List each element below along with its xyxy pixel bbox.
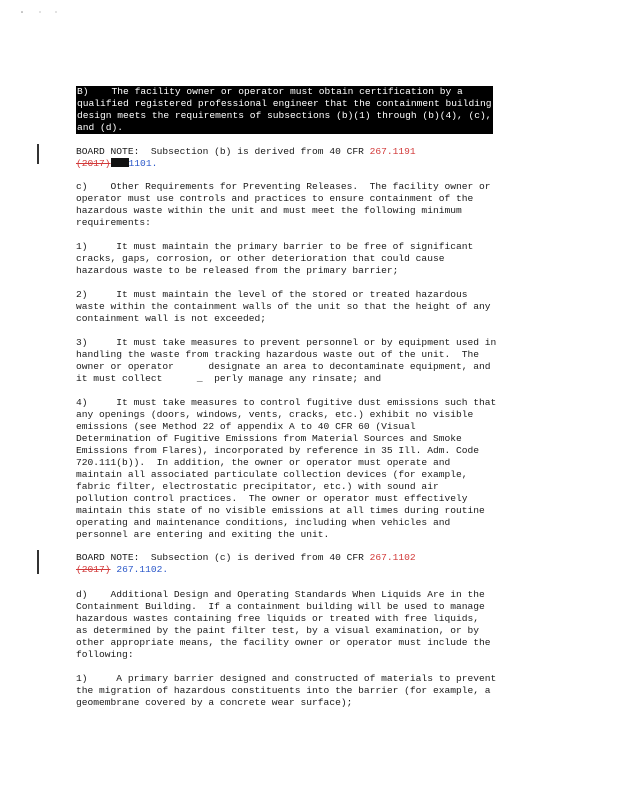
citation-added: 267.1102 [369,552,416,563]
citation-deleted: (2017) [76,564,111,575]
board-note-subsection-b [76,146,538,170]
citation-added: 267.1191 [369,146,416,157]
citation-remainder: 1101. [128,158,158,169]
paragraph-c: c) Other Requirements for Preventing Releases. The facility owner or operator must use controls and practices to ensure containment of the hazardous waste within the unit and must meet the following minimum requirements: [76,181,491,228]
item-c3: 3) It must take measures to prevent personnel or by equipment used in handling the waste from tracking hazardous waste out of the unit. The owner or operator designate an area to decontaminate equipment, and it must collect _ perly manage any rinsate; and [76,337,497,384]
change-bar-2 [37,550,39,574]
paragraph-d: d) Additional Design and Operating Standards When Liquids Are in the Containment Building. If a containment building will be used to manage hazardous wastes containing free liquids or treated with free liquids, as determined by the paint filter test, by a visual examination, or by other appropriate means, the facility owner or operator must include the following: [76,589,491,660]
scan-specks [20,10,60,14]
board-note-text: BOARD NOTE: Subsection (c) is derived from 40 CFR [76,552,370,563]
item-d1: 1) A primary barrier designed and constructed of materials to prevent the migration of hazardous constituents into the barrier (for example, a geomembrane covered by a concrete wear surface); [76,673,497,708]
board-note-subsection-c [76,552,538,576]
citation-deleted: (2017) [76,158,111,169]
change-bar-1 [37,144,39,164]
item-c1: 1) It must maintain the primary barrier to be free of significant cracks, gaps, corrosion, or other deterioration that could cause hazardous waste to be released from the primary barrier; [76,241,474,276]
citation-remainder: 267.1102. [116,564,169,575]
item-c4: 4) It must take measures to control fugitive dust emissions such that any openings (doors, windows, vents, cracks, etc.) exhibit no visible emissions (see Method 22 of appendix A to 40 CFR 60 (Visual Determination of Fugitive Emissions from Material Sources and Smoke Emissions from Flares), incorporated by reference in 35 Ill. Adm. Code 720.111(b)). In addition, the owner or operator must operate and maintain all associated particulate collection devices (for example, fabric filter, electrostatic precipitator, etc.) with sound air pollution control practices. The owner or operator must effectively maintain this state of no visible emissions at all times during routine operating and maintenance conditions, including when vehicles and personnel are entering and exiting the unit. [76,397,497,540]
redaction-mark [111,158,129,167]
board-note-text: BOARD NOTE: Subsection (b) is derived from 40 CFR [76,146,370,157]
item-c2: 2) It must maintain the level of the stored or treated hazardous waste within the containment walls of the unit so that the height of any containment wall is not exceeded; [76,289,491,324]
paragraph-b-highlighted: B) The facility owner or operator must obtain certification by a qualified registered professional engineer that the containment building design meets the requirements of subsections (b)(1) through (b)(4), (c), and (d). [77,86,492,133]
